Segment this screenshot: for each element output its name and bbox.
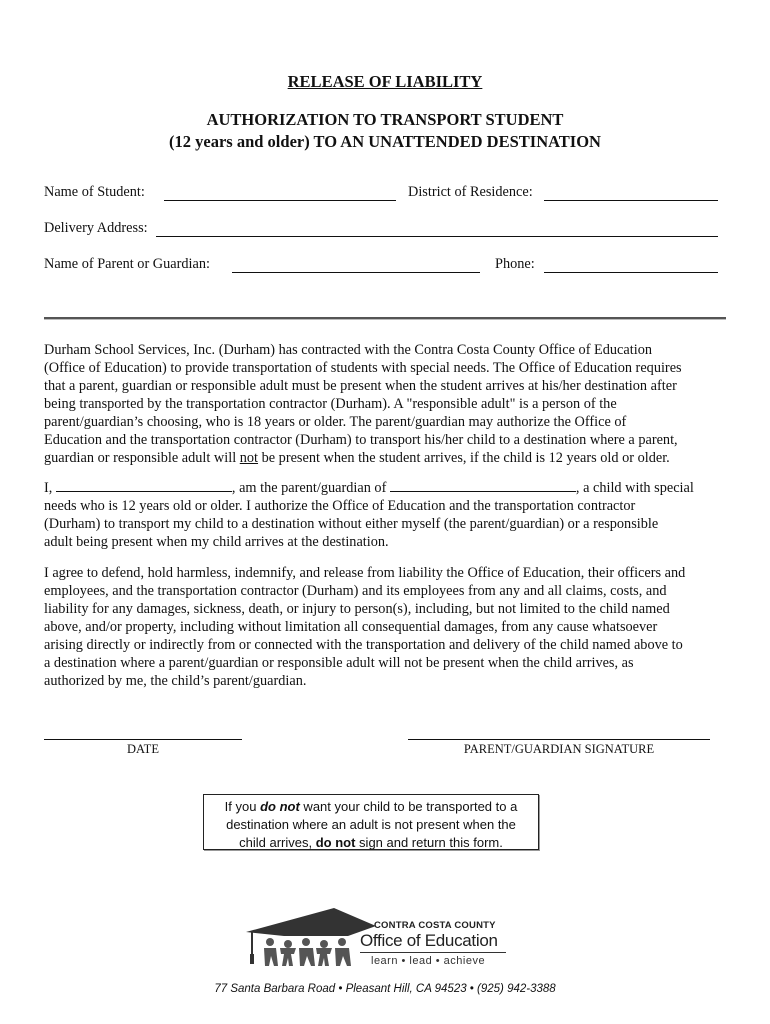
form-title: RELEASE OF LIABILITY: [287, 72, 483, 91]
signature-field[interactable]: [408, 739, 710, 740]
date-label: DATE: [127, 742, 159, 756]
logo-office-text: Office of Education: [360, 931, 498, 950]
address-row: [44, 220, 720, 240]
date-field[interactable]: [44, 739, 242, 740]
emphasis-do-not: do not: [260, 799, 300, 814]
paragraph-line: adult being present when my child arrives at the destination.: [44, 534, 389, 550]
paragraph-line: [44, 449, 726, 467]
text-run: child arrives,: [239, 835, 316, 850]
paragraph-line: (Office of Education) to provide transportation of students with special needs. The Office of Education requires: [44, 360, 682, 376]
district-field[interactable]: [544, 200, 718, 201]
paragraph-line: (Durham) to transport my child to a destination without either myself (the parent/guardian) or a responsible: [44, 516, 659, 532]
notice-line: [204, 798, 538, 816]
parent-name-field[interactable]: [232, 272, 480, 273]
logo-county-text: CONTRA COSTA COUNTY: [374, 920, 496, 931]
delivery-address-field[interactable]: [156, 236, 718, 237]
footer-address: 77 Santa Barbara Road • Pleasant Hill, CA 94523 • (925) 942-3388: [214, 983, 556, 995]
phone-field[interactable]: [544, 272, 718, 273]
notice-box: [203, 794, 539, 850]
notice-line: destination where an adult is not present when the: [226, 817, 516, 832]
paragraph-line: a destination where a parent/guardian or responsible adult will not be present when the child arrives, as: [44, 655, 634, 671]
paragraph-line: employees, and the transportation contractor (Durham) and its employees from any and all claims, costs, and: [44, 583, 667, 599]
logo-divider: [360, 952, 506, 953]
paragraph-line: that a parent, guardian or responsible adult must be present when the student arrives at his/her destination after: [44, 378, 677, 394]
district-label: District of Residence:: [408, 184, 533, 200]
authorization-paragraph: [44, 479, 726, 551]
text-run: sign and return this form.: [355, 835, 503, 850]
paragraph-line: arising directly or indirectly from or connected with the transportation and delivery of the child named above to: [44, 637, 683, 653]
paragraph-line: being transported by the transportation contractor (Durham). A "responsible adult" is a person of the: [44, 396, 617, 412]
paragraph-line: Durham School Services, Inc. (Durham) has contracted with the Contra Costa County Office of Education: [44, 342, 652, 358]
paragraph-line: [44, 479, 726, 497]
text-run: want your child to be transported to a: [299, 799, 518, 814]
text-run: I,: [44, 480, 56, 496]
text-run: , a child with special: [575, 480, 694, 496]
student-row: [44, 184, 720, 204]
student-name-label: Name of Student:: [44, 184, 145, 200]
logo-tagline: learn • lead • achieve: [371, 955, 486, 967]
notice-line: [204, 834, 538, 852]
text-run: guardian or responsible adult will: [44, 450, 240, 466]
text-run: , am the parent/guardian of: [231, 480, 390, 496]
form-subtitle-line2: (12 years and older) TO AN UNATTENDED DESTINATION: [169, 132, 601, 151]
paragraph-line: above, and/or property, including without limitation all consequential damages, from any cause whatsoever: [44, 619, 658, 635]
child-name-blank[interactable]: [390, 479, 576, 492]
paragraph-line: Education and the transportation contractor (Durham) to transport his/her child to a destination where a parent,: [44, 432, 678, 448]
signature-label: PARENT/GUARDIAN SIGNATURE: [463, 742, 655, 756]
paragraph-line: needs who is 12 years old or older. I authorize the Office of Education and the transportation contractor: [44, 498, 636, 514]
liability-paragraph: [44, 564, 726, 690]
text-run: If you: [224, 799, 261, 814]
parent-name-label: Name of Parent or Guardian:: [44, 256, 210, 272]
paragraph-line: authorized by me, the child’s parent/guardian.: [44, 673, 307, 689]
parent-name-blank[interactable]: [56, 479, 232, 492]
emphasis-not: not: [239, 450, 259, 466]
form-subtitle-line1: AUTHORIZATION TO TRANSPORT STUDENT: [206, 110, 564, 129]
phone-label: Phone:: [495, 256, 535, 272]
intro-paragraph: [44, 341, 726, 467]
paragraph-line: I agree to defend, hold harmless, indemnify, and release from liability the Office of Education, their officers and: [44, 565, 686, 581]
section-divider: [44, 317, 726, 319]
student-name-field[interactable]: [164, 200, 396, 201]
paragraph-line: parent/guardian’s choosing, who is 18 years or older. The parent/guardian may authorize the Office of: [44, 414, 627, 430]
delivery-address-label: Delivery Address:: [44, 220, 148, 236]
paragraph-line: liability for any damages, sickness, death, or injury to person(s), including, but not limited to the child named: [44, 601, 670, 617]
text-run: be present when the student arrives, if the child is 12 years old or older.: [258, 450, 670, 466]
emphasis-do-not: do not: [315, 835, 356, 850]
parent-row: [44, 256, 720, 276]
